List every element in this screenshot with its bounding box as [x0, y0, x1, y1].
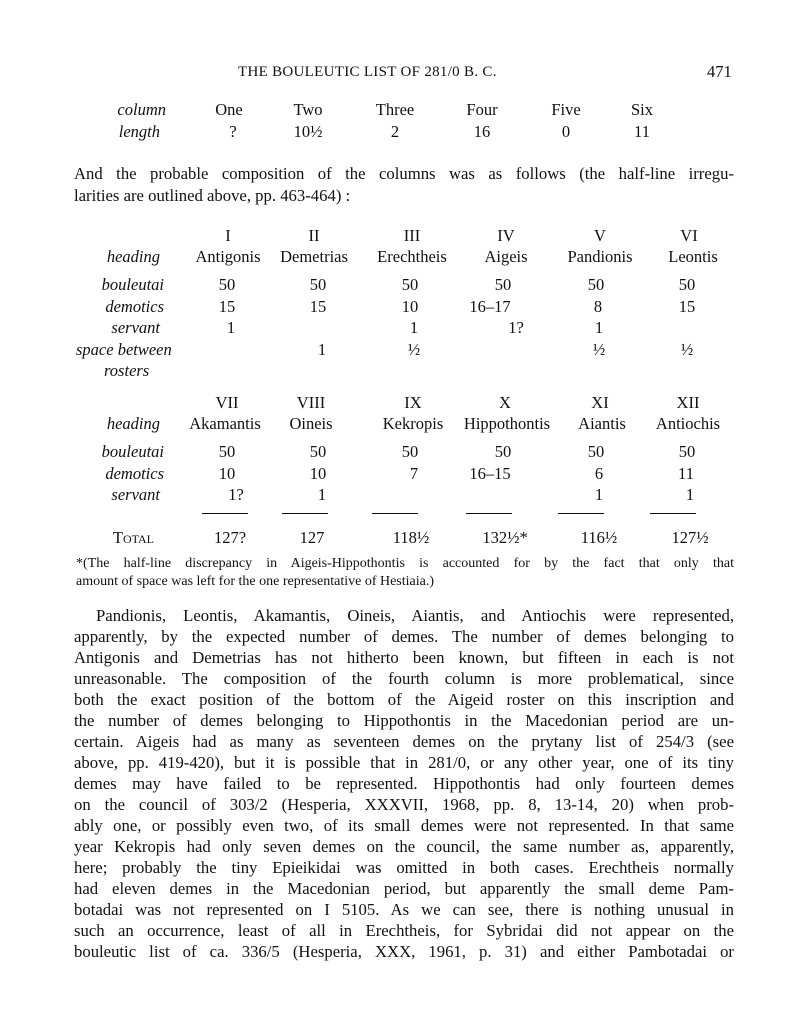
body-line: such an occurrence, least of all in Erechtheis, for Sybridai did not appear on the [74, 921, 734, 940]
tribe-name: Demetrias [280, 247, 348, 266]
tribe-numeral: V [594, 226, 606, 245]
body-line: demes may have failed to be represented. Hippothontis had only fourteen demes [74, 774, 734, 793]
intro-paragraph [74, 163, 734, 207]
bouleutai-cell: 50 [309, 275, 327, 294]
body-line: the number of demes belonging to Hippothontis in the Macedonian period are un- [74, 711, 734, 730]
servant-cell: 1 [594, 318, 604, 337]
length-cell: 2 [390, 122, 400, 141]
tribe-name: Oineis [289, 414, 333, 433]
row-label-total: Total [112, 528, 154, 547]
table-footnote [76, 556, 734, 592]
tribe-numeral: I [225, 226, 231, 245]
sum-rule [372, 513, 418, 514]
footnote-line: amount of space was left for the one representative of Hestiaia.) [76, 574, 435, 589]
sum-rule [650, 513, 696, 514]
body-line: on the council of 303/2 (Hesperia, XXXVII, 1968, pp. 8, 13-14, 20) when prob- [74, 795, 734, 814]
row-label-bouleutai: bouleutai [101, 275, 164, 294]
tribe-name: Pandionis [567, 247, 633, 266]
body-line: Pandionis, Leontis, Akamantis, Oineis, Aiantis, and Antiochis were represented, [96, 606, 734, 625]
row-label-heading: heading [106, 414, 160, 433]
demotics-cell: 15 [218, 297, 236, 316]
row-label-rosters: rosters [104, 361, 150, 380]
intro-line: And the probable composition of the columns was as follows (the half-line irregu- [74, 164, 734, 183]
demotics-cell: 10 [401, 297, 419, 316]
total-cell: 127½ [671, 528, 709, 547]
bouleutai-cell: 50 [218, 275, 236, 294]
page-number: 471 [707, 62, 732, 81]
length-cell: 11 [634, 122, 650, 141]
row-label-demotics: demotics [105, 297, 164, 316]
servant-cell: 1 [317, 485, 327, 504]
body-line: year Kekropis had only seven demes on the council, the same number as, apparently, [74, 837, 734, 856]
tribe-numeral: IX [404, 393, 422, 412]
row-label-heading: heading [106, 247, 160, 266]
tribe-name: Erechtheis [377, 247, 447, 266]
demotics-cell: 10 [218, 464, 236, 483]
demotics-cell: 15 [309, 297, 327, 316]
tribe-name: Antigonis [195, 247, 261, 266]
body-line: bouleutic list of ca. 336/5 (Hesperia, XXX, 1961, p. 31) and either Pambotadai or [74, 942, 734, 961]
tribe-name: Aiantis [578, 414, 626, 433]
servant-cell: 1 [594, 485, 604, 504]
body-line: apparently, by the expected number of demes. The number of demes belonging to [74, 627, 734, 646]
running-header-title: THE BOULEUTIC LIST OF 281/0 B. C. [238, 64, 497, 80]
demotics-cell: 15 [678, 297, 696, 316]
total-cell: 127? [213, 528, 247, 547]
intro-line: larities are outlined above, pp. 463-464) : [74, 186, 351, 205]
bouleutai-cell: 50 [494, 275, 512, 294]
column-header: Two [293, 100, 323, 119]
row-label-servant: servant [111, 318, 160, 337]
tribe-numeral: X [499, 393, 511, 412]
bouleutai-cell: 50 [309, 442, 327, 461]
tribe-name: Akamantis [189, 414, 261, 433]
bouleutai-cell: 50 [678, 275, 696, 294]
bouleutai-cell: 50 [587, 442, 605, 461]
bouleutai-cell: 50 [218, 442, 236, 461]
demotics-cell: 16–17 [469, 297, 511, 316]
body-line: here; probably the tiny Epieikidai was omitted in both cases. Erechtheis normally [74, 858, 734, 877]
sum-rule [282, 513, 328, 514]
row-label-demotics: demotics [105, 464, 164, 483]
row-label-length: length [118, 122, 160, 141]
total-cell: 118½ [392, 528, 430, 547]
tribe-numeral: III [403, 226, 421, 245]
column-header: Four [466, 100, 498, 119]
space-cell: ½ [407, 340, 421, 359]
space-cell: ½ [680, 340, 694, 359]
tribe-numeral: IV [497, 226, 515, 245]
servant-cell: 1 [226, 318, 236, 337]
column-header: Three [375, 100, 415, 119]
body-line: botadai was not represented on I 5105. As we can see, there is nothing unusual in [74, 900, 734, 919]
column-header: Six [630, 100, 654, 119]
column-header: Five [551, 100, 581, 119]
body-line: had eleven demes in the Macedonian period, but apparently the small deme Pam- [74, 879, 734, 898]
space-cell: 1 [317, 340, 327, 359]
demotics-cell: 8 [593, 297, 603, 316]
bouleutai-cell: 50 [494, 442, 512, 461]
sum-rule [466, 513, 512, 514]
length-cell: 10½ [293, 122, 323, 141]
tribe-numeral: II [308, 226, 320, 245]
tribe-name: Hippothontis [463, 414, 551, 433]
body-line: ably one, or possibly even two, of its small demes were not represented. In that same [74, 816, 734, 835]
tribe-name: Aigeis [484, 247, 528, 266]
length-cell: ? [229, 122, 237, 141]
tribe-numeral: VI [680, 226, 698, 245]
total-cell: 132½* [482, 528, 528, 547]
tribe-numeral: XII [676, 393, 700, 412]
demotics-cell: 16–15 [469, 464, 511, 483]
tribe-name: Leontis [668, 247, 718, 266]
sum-rule [558, 513, 604, 514]
body-line: certain. Aigeis had as many as seventeen demes on the prytany list of 254/3 (see [74, 732, 734, 751]
demotics-cell: 7 [409, 464, 419, 483]
servant-cell: 1? [228, 485, 244, 504]
body-line: both the exact position of the bottom of the Aigeid roster on this inscription and [74, 690, 734, 709]
length-cell: 16 [473, 122, 491, 141]
bouleutai-cell: 50 [401, 275, 419, 294]
body-line: above, pp. 419-420), but it is possible that in 281/0, or any other year, one of its tiny [74, 753, 734, 772]
row-label-bouleutai: bouleutai [101, 442, 164, 461]
demotics-cell: 10 [309, 464, 327, 483]
demotics-cell: 11 [678, 464, 694, 483]
column-header: One [215, 100, 243, 119]
length-cell: 0 [561, 122, 571, 141]
tribe-name: Antiochis [655, 414, 721, 433]
bouleutai-cell: 50 [401, 442, 419, 461]
footnote-line: *(The half-line discrepancy in Aigeis-Hippothontis is accounted for by the fact that only that [76, 556, 734, 571]
body-line: unreasonable. The composition of the fourth column is more problematical, since [74, 669, 734, 688]
servant-cell: 1 [685, 485, 695, 504]
demotics-cell: 6 [594, 464, 604, 483]
total-cell: 116½ [580, 528, 618, 547]
row-label-space-between: space between [76, 340, 172, 359]
total-cell: 127 [299, 528, 325, 547]
bouleutai-cell: 50 [678, 442, 696, 461]
body-paragraph [74, 605, 734, 962]
servant-cell: 1? [508, 318, 524, 337]
tribe-numeral: VII [215, 393, 239, 412]
tribe-numeral: VIII [296, 393, 326, 412]
row-label-column: column [117, 100, 166, 119]
bouleutai-cell: 50 [587, 275, 605, 294]
row-label-servant: servant [111, 485, 160, 504]
tribe-numeral: XI [591, 393, 609, 412]
tribe-name: Kekropis [382, 414, 444, 433]
sum-rule [202, 513, 248, 514]
space-cell: ½ [592, 340, 606, 359]
servant-cell: 1 [409, 318, 419, 337]
body-line: Antigonis and Demetrias has not hitherto been known, but fifteen in each is not [74, 648, 734, 667]
